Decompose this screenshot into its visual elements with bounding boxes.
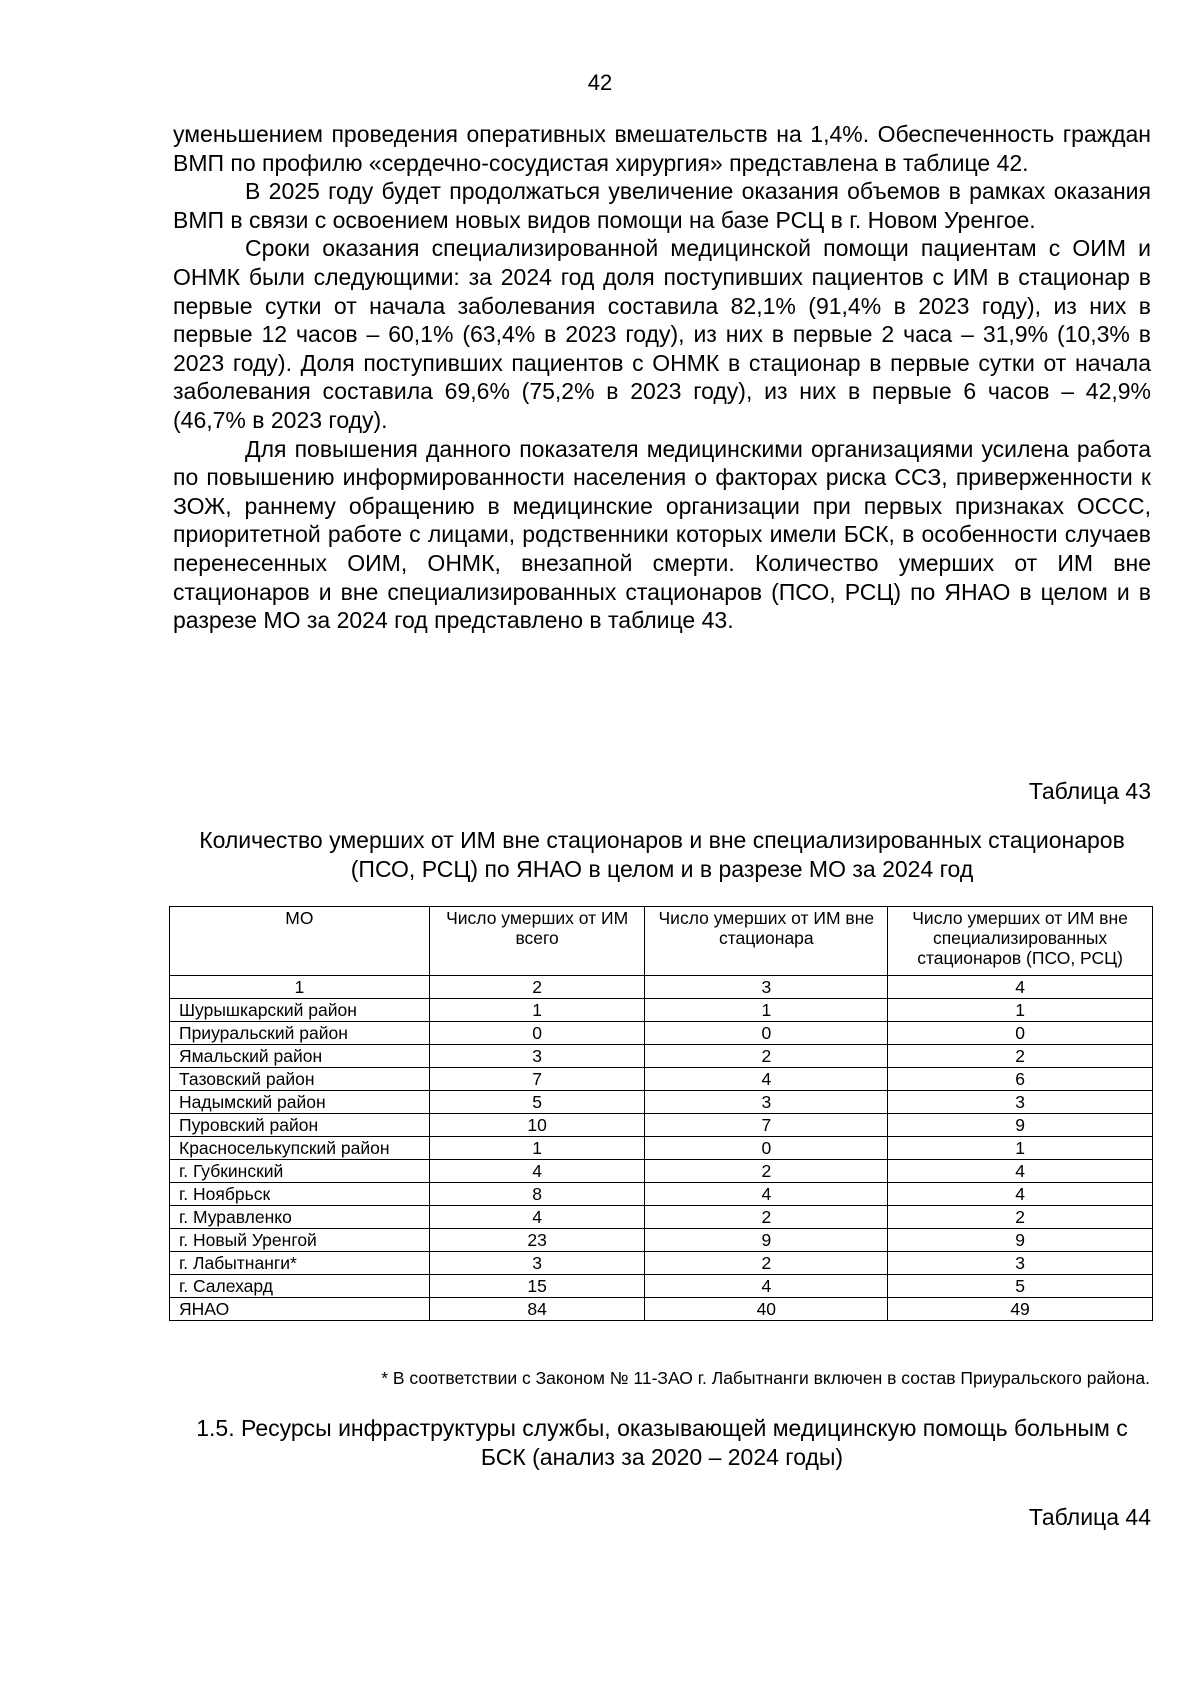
table-cell: 9	[645, 1229, 888, 1252]
paragraph: Сроки оказания специализированной медицинской помощи пациентам с ОИМ и ОНМК были следующими: за 2024 год доля поступивших пациентов с ИМ в стационар в первые сутки от начала заболевания составила 82,1% (91,4% в 2023 году), из них в первые 12 часов – 60,1% (63,4% в 2023 году), из них в первые 2 часа – 31,9% (10,3% в 2023 году). Доля поступивших пациентов с ОНМК в стационар в первые сутки от начала заболевания составила 69,6% (75,2% в 2023 году), из них в первые 6 часов – 42,9% (46,7% в 2023 году).	[173, 235, 1151, 433]
header-cell: Число умерших от ИМ всего	[429, 907, 645, 976]
table-cell: Приуральский район	[170, 1022, 430, 1045]
table-cell: 0	[645, 1137, 888, 1160]
table-cell: 2	[645, 1160, 888, 1183]
table-cell: 49	[888, 1298, 1153, 1321]
table-cell: 2	[645, 1252, 888, 1275]
table-cell: 5	[429, 1091, 645, 1114]
table-cell: Тазовский район	[170, 1068, 430, 1091]
table-row	[170, 1160, 1153, 1183]
table-row	[170, 999, 1153, 1022]
table-cell: 4	[645, 1183, 888, 1206]
table-cell: 9	[888, 1229, 1153, 1252]
table-cell: г. Салехард	[170, 1275, 430, 1298]
table-cell: 10	[429, 1114, 645, 1137]
table-cell: Пуровский район	[170, 1114, 430, 1137]
table-cell: 3	[429, 1045, 645, 1068]
table-row	[170, 1091, 1153, 1114]
table-cell: 1	[429, 999, 645, 1022]
table-cell: 1	[645, 999, 888, 1022]
table-cell: 15	[429, 1275, 645, 1298]
table-cell: 0	[645, 1022, 888, 1045]
table-cell: 2	[645, 1206, 888, 1229]
table-cell: г. Ноябрьск	[170, 1183, 430, 1206]
table-43	[169, 906, 1153, 1321]
table-cell: 2	[645, 1045, 888, 1068]
body-text	[173, 120, 1151, 635]
header-cell: Число умерших от ИМ вне специализированных стационаров (ПСО, РСЦ)	[888, 907, 1153, 976]
table-row	[170, 1068, 1153, 1091]
table-cell: Надымский район	[170, 1091, 430, 1114]
table-cell: 3	[888, 1252, 1153, 1275]
section-heading: 1.5. Ресурсы инфраструктуры службы, оказывающей медицинскую помощь больным с БСК (анализ за 2020 – 2024 годы)	[196, 1415, 1128, 1470]
table-row	[170, 1206, 1153, 1229]
table-cell: 2	[888, 1045, 1153, 1068]
paragraph: Для повышения данного показателя медицинскими организациями усилена работа по повышению информированности населения о факторах риска ССЗ, приверженности к ЗОЖ, раннему обращению в медицинские организации при первых признаках ОССС, приоритетной работе с лицами, родственники которых имели БСК, в особенности случаев перенесенных ОИМ, ОНМК, внезапной смерти. Количество умерших от ИМ вне стационаров и вне специализированных стационаров (ПСО, РСЦ) по ЯНАО в целом и в разрезе МО за 2024 год представлено в таблице 43.	[173, 435, 1151, 634]
table-cell: г. Губкинский	[170, 1160, 430, 1183]
table-cell: 7	[429, 1068, 645, 1091]
table-cell: 6	[888, 1068, 1153, 1091]
table-cell: 9	[888, 1114, 1153, 1137]
table-cell: 23	[429, 1229, 645, 1252]
table-cell: 0	[888, 1022, 1153, 1045]
table-header-row	[170, 907, 1153, 976]
table-row	[170, 1022, 1153, 1045]
table-cell: Ямальский район	[170, 1045, 430, 1068]
page-number: 42	[587, 70, 613, 95]
table-cell: г. Лабытнанги*	[170, 1252, 430, 1275]
table-cell: 1	[888, 1137, 1153, 1160]
table-44-caption: Таблица 44	[1028, 1504, 1151, 1530]
table-cell: 1	[429, 1137, 645, 1160]
table-cell: 3	[645, 1091, 888, 1114]
table-cell: 3	[645, 976, 888, 999]
table-numbering-row	[170, 976, 1153, 999]
table-row	[170, 1045, 1153, 1068]
table-cell: 4	[888, 1160, 1153, 1183]
table-cell: Красноселькупский район	[170, 1137, 430, 1160]
table-cell: 0	[429, 1022, 645, 1045]
table-cell: г. Новый Уренгой	[170, 1229, 430, 1252]
table-row	[170, 1114, 1153, 1137]
table-43-caption: Таблица 43	[1028, 778, 1151, 804]
table-cell: Шурышкарский район	[170, 999, 430, 1022]
table-row	[170, 1252, 1153, 1275]
table-cell: 4	[429, 1160, 645, 1183]
table-cell: 5	[888, 1275, 1153, 1298]
table-cell: 3	[429, 1252, 645, 1275]
table-43-title: Количество умерших от ИМ вне стационаров и вне специализированных стационаров (ПСО, РСЦ) по ЯНАО в целом и в разрезе МО за 2024 год	[199, 827, 1125, 882]
table-cell: 84	[429, 1298, 645, 1321]
table-cell: 2	[429, 976, 645, 999]
table-cell: 8	[429, 1183, 645, 1206]
table-cell: 4	[645, 1068, 888, 1091]
header-cell: Число умерших от ИМ вне стационара	[645, 907, 888, 976]
table-row	[170, 1183, 1153, 1206]
table-cell: 7	[645, 1114, 888, 1137]
table-row	[170, 1275, 1153, 1298]
table-cell: 4	[888, 976, 1153, 999]
table-cell: 4	[888, 1183, 1153, 1206]
table-cell: 1	[170, 976, 430, 999]
table-cell: г. Муравленко	[170, 1206, 430, 1229]
table-total-row	[170, 1298, 1153, 1321]
table-cell: 40	[645, 1298, 888, 1321]
header-cell: МО	[170, 907, 430, 976]
table-cell: 4	[645, 1275, 888, 1298]
table-43-footnote: * В соответствии с Законом № 11-ЗАО г. Лабытнанги включен в состав Приуральского района.	[381, 1368, 1150, 1388]
table-cell: 1	[888, 999, 1153, 1022]
paragraph: В 2025 году будет продолжаться увеличение оказания объемов в рамках оказания ВМП в связи с освоением новых видов помощи на базе РСЦ в г. Новом Уренгое.	[173, 178, 1151, 233]
table-row	[170, 1137, 1153, 1160]
table-cell: 4	[429, 1206, 645, 1229]
table-cell: ЯНАО	[170, 1298, 430, 1321]
table-cell: 3	[888, 1091, 1153, 1114]
paragraph: уменьшением проведения оперативных вмешательств на 1,4%. Обеспеченность граждан ВМП по профилю «сердечно-сосудистая хирургия» представлена в таблице 42.	[173, 121, 1151, 176]
table-cell: 2	[888, 1206, 1153, 1229]
table-row	[170, 1229, 1153, 1252]
